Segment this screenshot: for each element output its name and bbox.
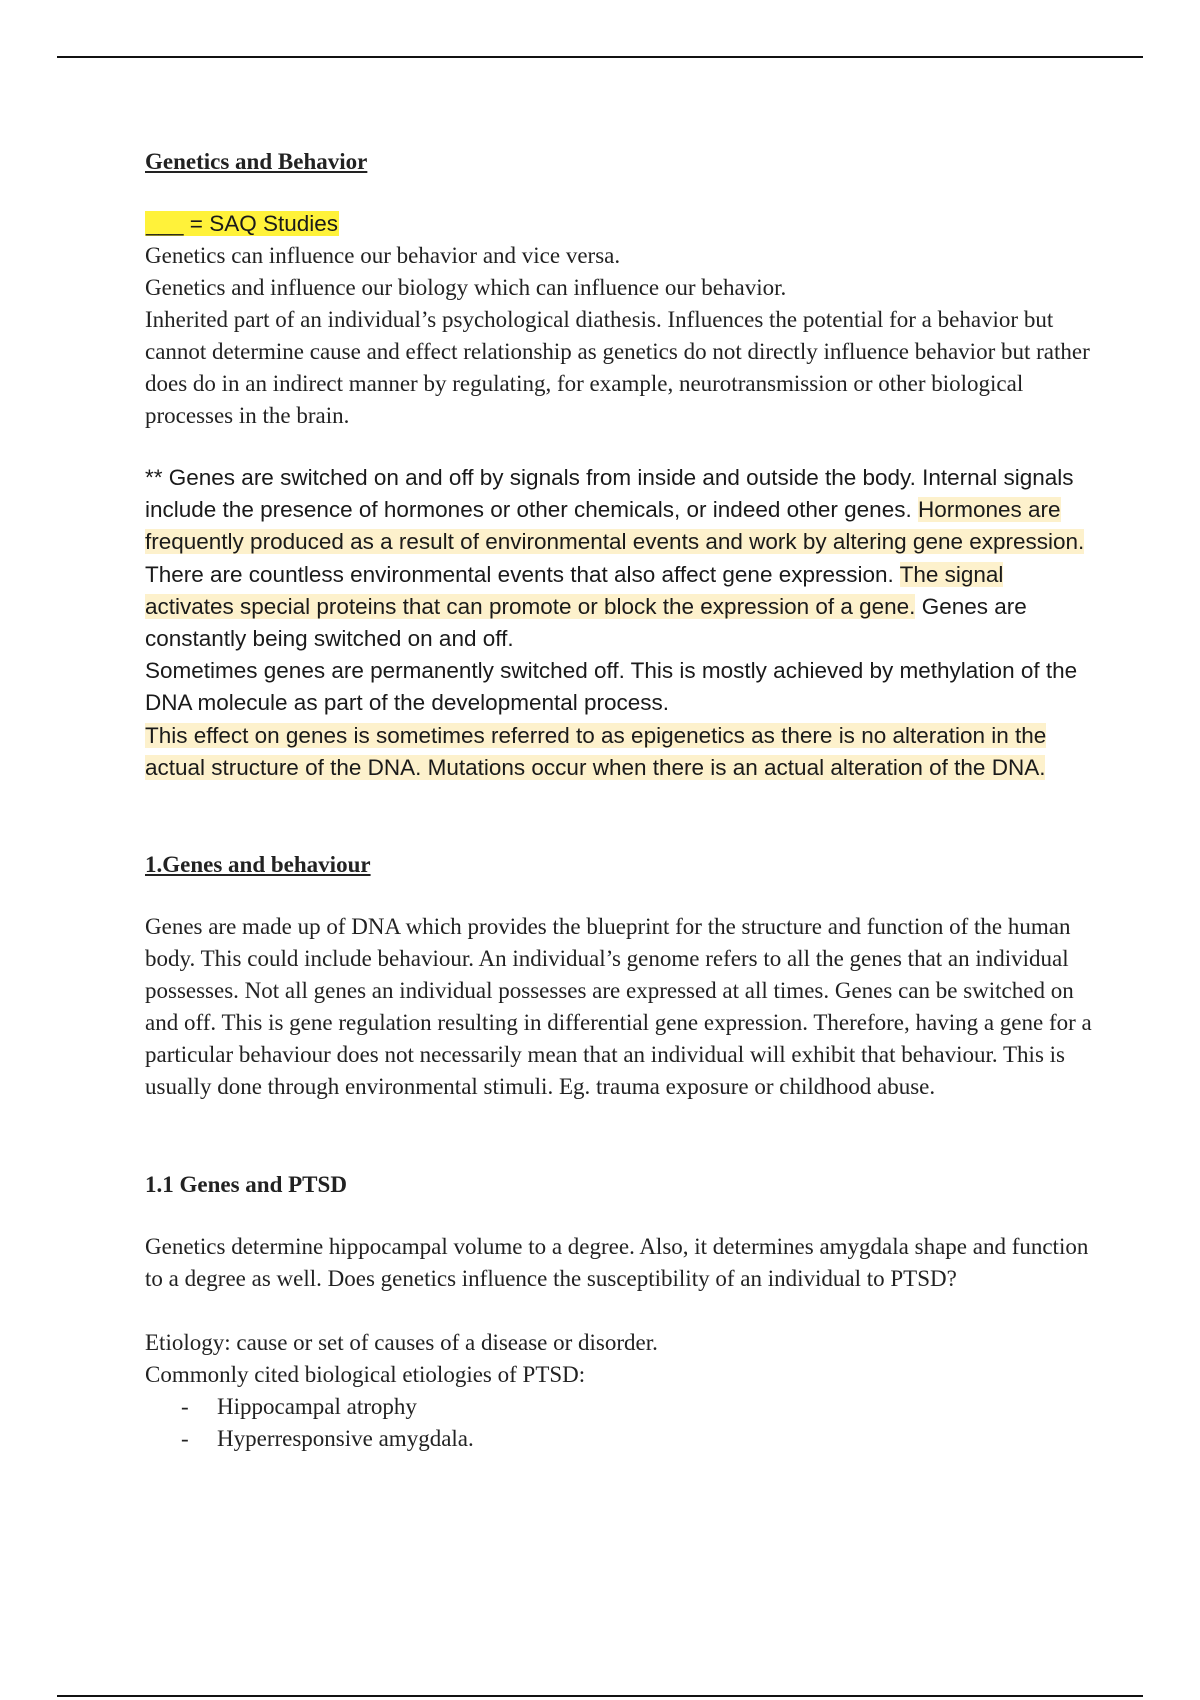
- list-item: [145, 1423, 1095, 1455]
- highlight-epigenetics: This effect on genes is sometimes referred to as epigenetics as there is no alteration in the actual structure of the DNA. Mutations occur when there is an actual alteration of the DNA.: [145, 722, 1047, 780]
- gene-switching-block: [145, 462, 1095, 784]
- etiology-definition: Etiology: cause or set of causes of a disease or disorder.: [145, 1330, 658, 1355]
- intro-paragraph-diathesis: Inherited part of an individual’s psychological diathesis. Influences the potential for a behavior but cannot determine cause and effect relationship as genetics do not directly influence behavior but rather does do in an indirect manner by regulating, for example, neurotransmission or other biological processes in the brain.: [145, 307, 1090, 428]
- saq-legend-label: = SAQ Studies: [183, 211, 339, 236]
- epigenetics-paragraph: [145, 720, 1095, 784]
- section-1-body: Genes are made up of DNA which provides the blueprint for the structure and function of the human body. This could include behaviour. An individual’s genome refers to all the genes that an individual possesses. Not all genes an individual possesses are expressed at all times. Genes can be switched on and off. This is gene regulation resulting in differential gene expression. Therefore, having a gene for a particular behaviour does not necessarily mean that an individual will exhibit that behaviour. This is usually done through environmental stimuli. Eg. trauma exposure or childhood abuse.: [145, 914, 1092, 1099]
- intro-line-1: Genetics can influence our behavior and vice versa.: [145, 243, 621, 268]
- gene-switching-text-c: Genes are constantly being switched on and off.: [145, 593, 1027, 652]
- saq-legend: [145, 208, 339, 240]
- highlight-hormones: Hormones are frequently produced as a result of environmental events and work by altering gene expression.: [145, 497, 1085, 555]
- highlight-signal-proteins: The signal activates special proteins that can promote or block the expression of a gene.: [145, 561, 1004, 619]
- list-item: [145, 1391, 1095, 1423]
- intro-block: [145, 240, 1095, 432]
- etiology-lead: Commonly cited biological etiologies of PTSD:: [145, 1362, 586, 1387]
- gene-switching-paragraph: [145, 462, 1095, 655]
- etiology-block: [145, 1327, 1095, 1455]
- page-top-rule: [57, 56, 1143, 58]
- list-item-text: Hippocampal atrophy: [217, 1394, 417, 1419]
- saq-legend-blank: ___: [146, 211, 184, 236]
- methylation-paragraph: Sometimes genes are permanently switched off. This is mostly achieved by methylation of the DNA molecule as part of the developmental process.: [145, 658, 1078, 716]
- page-bottom-rule: [57, 1695, 1143, 1697]
- list-item-text: Hyperresponsive amygdala.: [217, 1426, 474, 1451]
- bullet-dash: -: [181, 1394, 189, 1419]
- saq-legend-text: [145, 211, 339, 236]
- section-1-heading: 1.Genes and behaviour: [145, 852, 371, 877]
- intro-line-2: Genetics and influence our biology which can influence our behavior.: [145, 275, 787, 300]
- etiology-list: [145, 1391, 1095, 1455]
- bullet-dash: -: [181, 1426, 189, 1451]
- gene-switching-text-b: There are countless environmental events that also affect gene expression.: [145, 561, 900, 587]
- gene-switching-text-a: ** Genes are switched on and off by signals from inside and outside the body. Internal signals include the presence of hormones or other chemicals, or indeed other genes.: [145, 465, 1074, 523]
- section-1-1-heading: 1.1 Genes and PTSD: [145, 1172, 347, 1197]
- document-title: Genetics and Behavior: [145, 149, 368, 174]
- section-1-1-body: Genetics determine hippocampal volume to a degree. Also, it determines amygdala shape and function to a degree as well. Does genetics influence the susceptibility of an individual to PTSD?: [145, 1234, 1089, 1291]
